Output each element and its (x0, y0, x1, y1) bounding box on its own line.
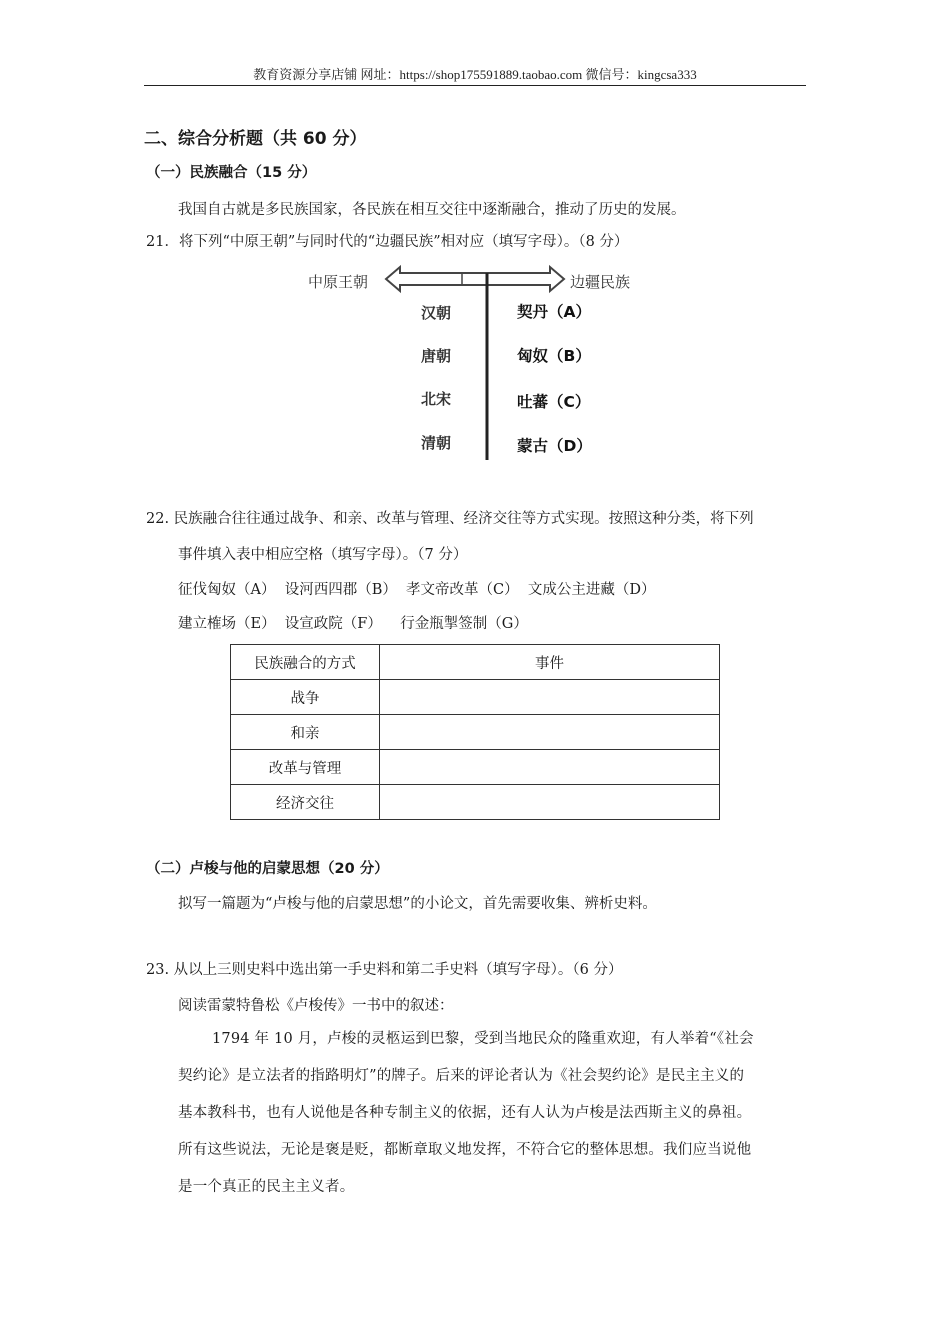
table-cell-method: 战争 (231, 680, 380, 715)
section-title: 二、综合分析题（共 60 分） (144, 129, 367, 149)
table-header-cell: 民族融合的方式 (231, 645, 380, 680)
table-cell-method: 和亲 (231, 715, 380, 750)
people-item: 匈奴（B） (517, 347, 591, 365)
dynasty-item: 清朝 (421, 434, 452, 452)
table-header-cell: 事件 (380, 645, 720, 680)
double-arrow-icon (386, 267, 564, 291)
people-item: 蒙古（D） (517, 437, 592, 455)
part2-title: （二）卢梭与他的启蒙思想（20 分） (146, 861, 389, 877)
table-row (231, 715, 720, 750)
question-22-line2: 事件填入表中相应空格（填写字母）。（7 分） (178, 547, 468, 563)
fusion-methods-table (230, 644, 720, 820)
right-header: 边疆民族 (570, 273, 631, 291)
people-item: 吐蕃（C） (517, 393, 591, 411)
table-cell-answer[interactable] (380, 715, 720, 750)
passage-line: 基本教科书，也有人说他是各种专制主义的依据，还有人认为卢梭是法西斯主义的鼻祖。 (178, 1105, 752, 1121)
dynasty-item: 汉朝 (421, 304, 452, 322)
events-line2: 建立榷场（E） 设宣政院（F） 行金瓶掣签制（G） (178, 616, 528, 632)
part2-intro: 拟写一篇题为“卢梭与他的启蒙思想”的小论文，首先需要收集、辨析史料。 (178, 896, 657, 912)
passage-line: 所有这些说法，无论是褒是贬，都断章取义地发挥，不符合它的整体思想。我们应当说他 (178, 1142, 752, 1158)
table-cell-answer[interactable] (380, 750, 720, 785)
passage-line: 1794 年 10 月，卢梭的灵柩运到巴黎，受到当地民众的隆重欢迎，有人举着“《社会 (212, 1031, 754, 1047)
left-header: 中原王朝 (308, 273, 369, 291)
passage-line: 是一个真正的民主主义者。 (178, 1179, 355, 1195)
question-23: 23. 从以上三则史料中选出第一手史料和第二手史料（填写字母）。（6 分） (146, 962, 623, 978)
table-cell-answer[interactable] (380, 680, 720, 715)
table-header-row (231, 645, 720, 680)
part1-title: （一）民族融合（15 分） (146, 165, 317, 181)
table-row (231, 785, 720, 820)
page-header: 教育资源分享店铺 网址：https://shop175591889.taobao.com 微信号：kingcsa333 (253, 67, 697, 82)
dynasty-item: 唐朝 (421, 347, 452, 365)
dynasty-item: 北宋 (421, 390, 452, 408)
table-row (231, 680, 720, 715)
header-divider (144, 85, 806, 86)
passage-line: 契约论》是立法者的指路明灯”的牌子。后来的评论者认为《社会契约论》是民主主义的 (178, 1068, 745, 1084)
question-22-line1: 22. 民族融合往往通过战争、和亲、改革与管理、经济交往等方式实现。按照这种分类，将下列 (146, 511, 754, 527)
table-cell-answer[interactable] (380, 785, 720, 820)
table-row (231, 750, 720, 785)
dynasty-matching-diagram (300, 262, 650, 467)
table-cell-method: 经济交往 (231, 785, 380, 820)
reading-intro: 阅读雷蒙特鲁松《卢梭传》一书中的叙述： (178, 998, 454, 1014)
double-arrow-graphic (300, 262, 650, 467)
people-item: 契丹（A） (517, 303, 591, 321)
table-cell-method: 改革与管理 (231, 750, 380, 785)
events-line1: 征伐匈奴（A） 设河西四郡（B） 孝文帝改革（C） 文成公主进藏（D） (178, 582, 656, 598)
question-21: 21．将下列“中原王朝”与同时代的“边疆民族”相对应（填写字母）。（8 分） (146, 234, 629, 250)
part1-intro: 我国自古就是多民族国家，各民族在相互交往中逐渐融合，推动了历史的发展。 (178, 202, 686, 218)
